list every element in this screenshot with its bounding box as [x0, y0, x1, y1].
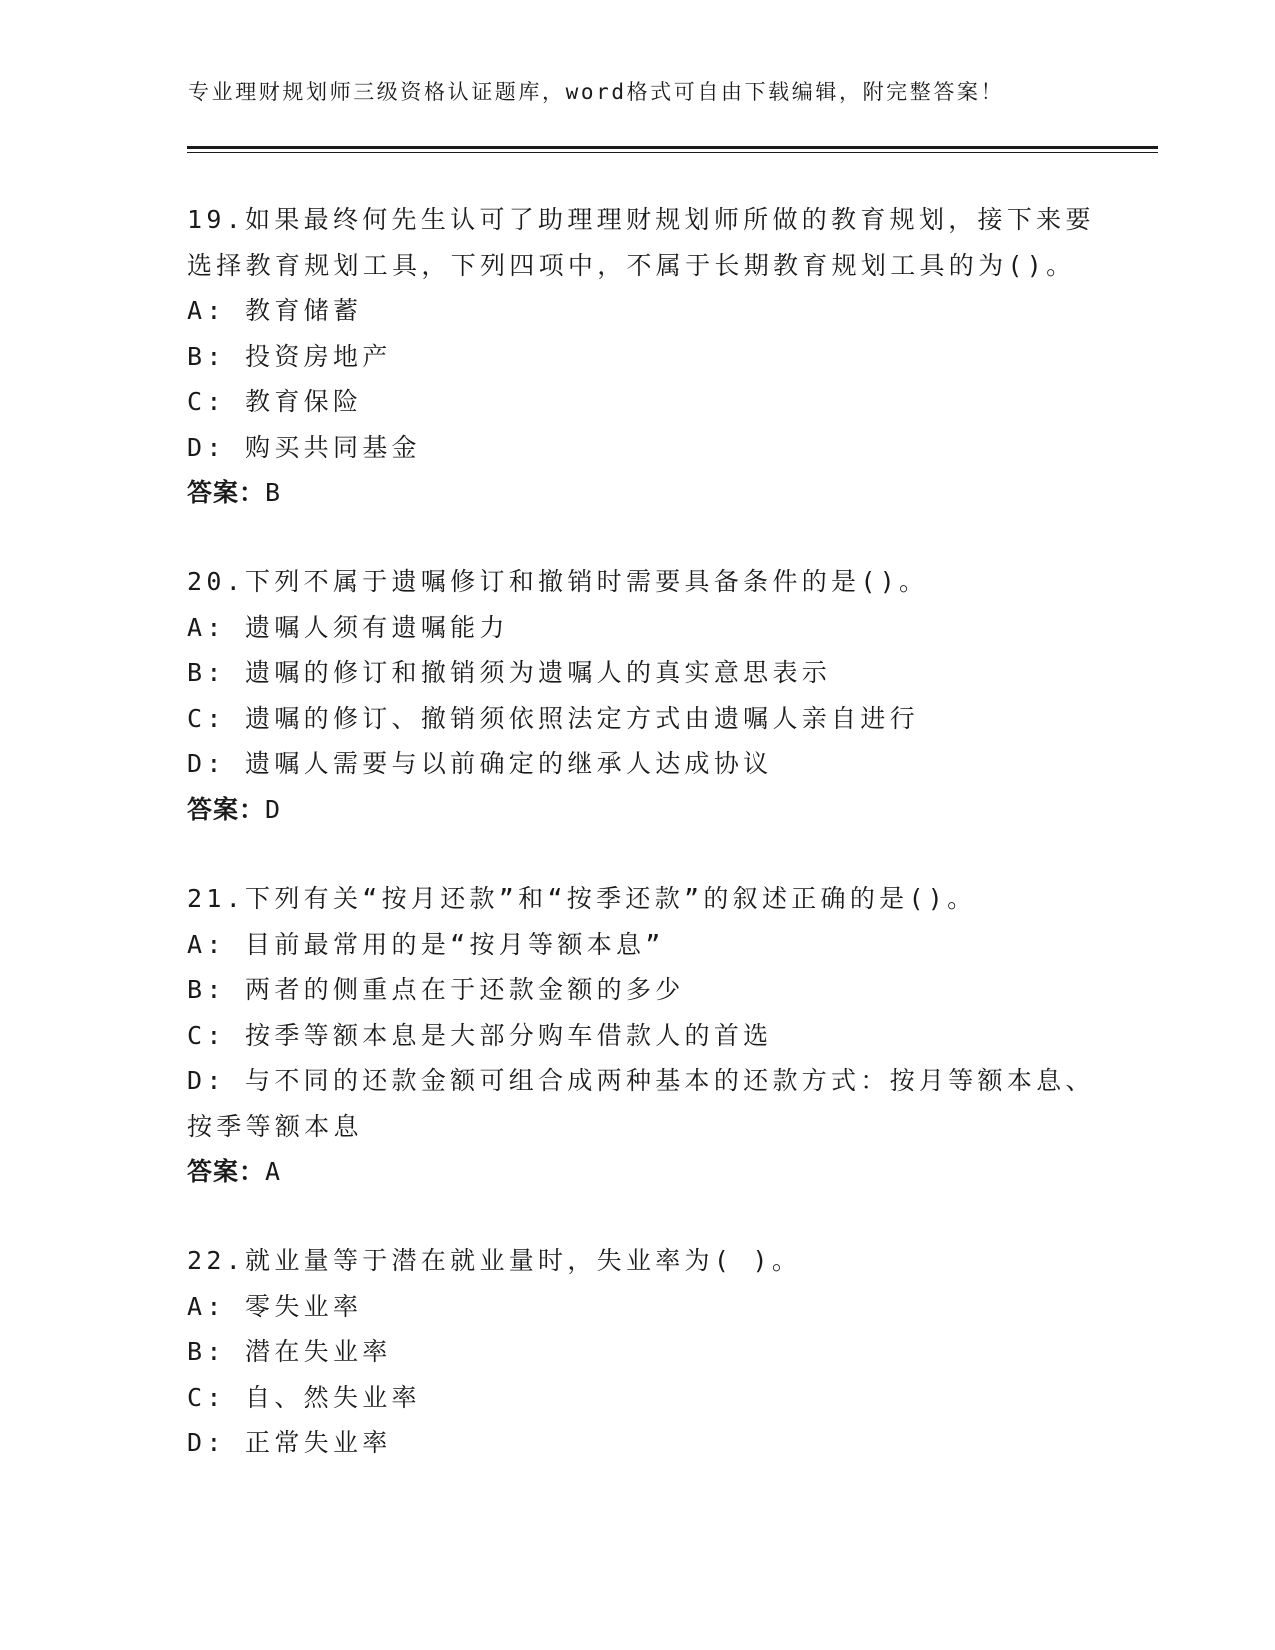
answer-line — [187, 470, 1107, 516]
option-c: C: 教育保险 — [187, 387, 363, 416]
option-b: B: 投资房地产 — [187, 341, 392, 371]
option-c: C: 自、然失业率 — [187, 1382, 421, 1412]
option-d: D: 购买共同基金 — [187, 432, 421, 462]
question-19 — [187, 197, 1107, 516]
option-b: B: 潜在失业率 — [187, 1337, 392, 1366]
option-a: A: 遗嘱人须有遗嘱能力 — [187, 612, 509, 642]
answer-line — [187, 1149, 1107, 1195]
question-22 — [187, 1238, 1107, 1466]
answer-label: 答案： — [187, 1157, 266, 1186]
answer-value: A — [265, 1157, 282, 1186]
option-a: A: 零失业率 — [187, 1291, 363, 1321]
option-a: A: 教育储蓄 — [187, 296, 363, 325]
question-stem: 22.就业量等于潜在就业量时，失业率为( )。 — [187, 1246, 802, 1275]
question-stem: 21.下列有关“按月还款”和“按季还款”的叙述正确的是()。 — [187, 884, 977, 913]
header-divider-thin — [187, 152, 1158, 153]
answer-label: 答案： — [187, 794, 266, 824]
header-divider-thick — [187, 146, 1158, 149]
option-b: B: 遗嘱的修订和撤销须为遗嘱人的真实意思表示 — [187, 658, 832, 687]
option-b: B: 两者的侧重点在于还款金额的多少 — [187, 975, 685, 1004]
header-title: 专业理财规划师三级资格认证题库，word格式可自由下载编辑，附完整答案！ — [188, 80, 1005, 104]
question-stem: 20.下列不属于遗嘱修订和撤销时需要具备条件的是()。 — [187, 567, 929, 596]
option-c: C: 按季等额本息是大部分购车借款人的首选 — [187, 1020, 773, 1050]
question-20 — [187, 559, 1107, 832]
option-c: C: 遗嘱的修订、撤销须依照法定方式由遗嘱人亲自进行 — [187, 703, 919, 733]
answer-line — [187, 787, 1107, 833]
question-stem: 19.如果最终何先生认可了助理理财规划师所做的教育规划，接下来要选择教育规划工具，下列四项中，不属于长期教育规划工具的为()。 — [187, 205, 1095, 280]
answer-value: B — [265, 478, 282, 507]
answer-value: D — [265, 794, 282, 824]
question-21 — [187, 876, 1107, 1195]
option-d: D: 遗嘱人需要与以前确定的继承人达成协议 — [187, 749, 773, 778]
option-a: A: 目前最常用的是“按月等额本息” — [187, 929, 665, 959]
option-d: D: 与不同的还款金额可组合成两种基本的还款方式：按月等额本息、按季等额本息 — [187, 1066, 1095, 1141]
option-d: D: 正常失业率 — [187, 1428, 392, 1457]
answer-label: 答案： — [187, 478, 266, 507]
